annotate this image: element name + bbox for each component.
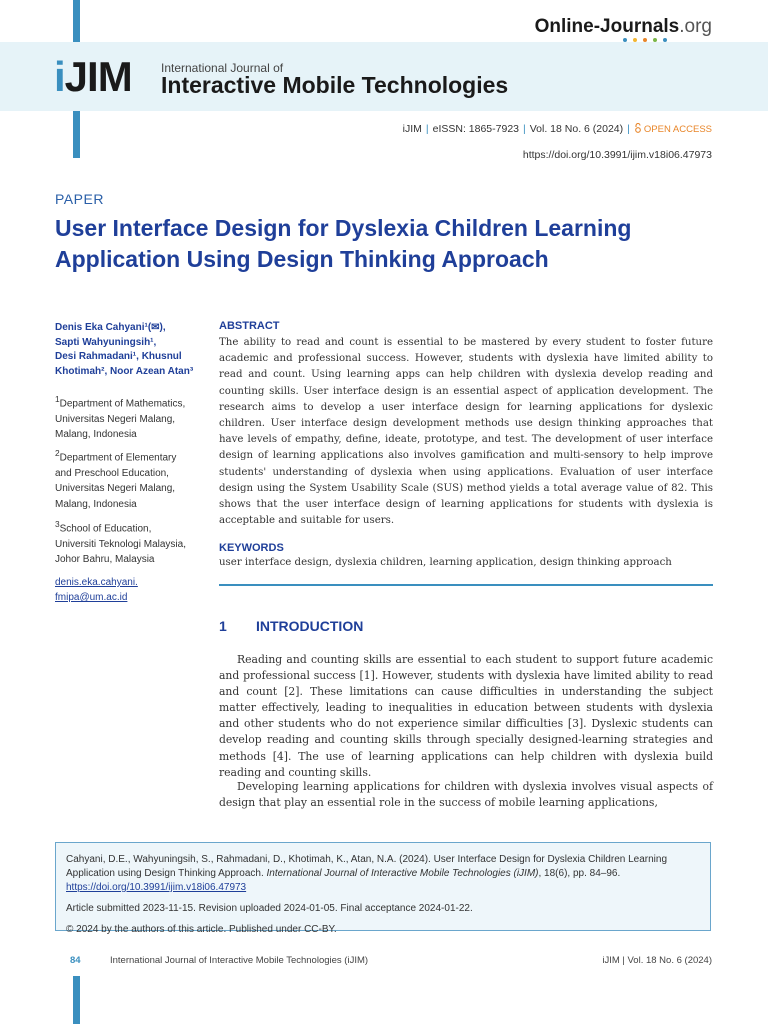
open-access-badge[interactable]: OPEN ACCESS	[634, 124, 712, 135]
article-title: User Interface Design for Dyslexia Children Learning Application Using Design Thinking Approach	[55, 215, 632, 272]
affiliation-3: $^3$School of Education, Universiti Teknologi Malaysia, Johor Bahru, Malaysia	[55, 519, 186, 566]
affiliation-2: $^2$Department of Elementary and Preschool Education, Universitas Negeri Malang, Malang, Indonesia	[55, 448, 177, 510]
accent-bar-top	[73, 0, 80, 42]
intro-paragraph-1: Reading and counting skills are essential to each student to support future academic and professional success [1]. However, students with dyslexia have limited ability to read and count [2]. These limitations can cause difficulties in understanding the subject matter effectively, leading to inequalities in education between students with dyslexia and other students who do not experience similar difficulties [3]. Dyslexic students can develop reading and counting skills through specially designed-learning strategies and methods [4]. The use of learning applications can help children with dyslexia build reading and counting skills.	[219, 653, 713, 779]
author-line[interactable]: Denis Eka Cahyani¹(✉),	[55, 322, 166, 333]
section-divider	[219, 584, 713, 586]
keywords-text: user interface design, dyslexia children, learning application, design thinking approach	[219, 557, 672, 568]
license-text: © 2024 by the authors of this article. Published under CC-BY.	[66, 924, 337, 935]
abstract-heading: ABSTRACT	[219, 320, 280, 332]
article-type: PAPER	[55, 191, 104, 207]
journal-name-prefix: International Journal of	[161, 61, 284, 75]
footer-issue: iJIM | Vol. 18 No. 6 (2024)	[602, 955, 712, 966]
open-lock-icon	[634, 123, 642, 133]
citation-doi-link[interactable]: https://doi.org/10.3991/ijim.v18i06.47973	[66, 882, 247, 893]
journal-logo: iJIM	[54, 53, 132, 100]
accent-bar-bottom	[73, 976, 80, 1024]
meta-separator: |	[627, 123, 630, 135]
corresponding-email[interactable]: denis.eka.cahyani. fmipa@um.ac.id	[55, 577, 138, 603]
keywords-heading: KEYWORDS	[219, 542, 284, 554]
journal-name: Interactive Mobile Technologies	[161, 72, 509, 98]
abstract-text: The ability to read and count is essential to be mastered by every student to foster future academic and professional success. However, students with dyslexia have limited ability to read and count. Using learning apps can help children with dyslexia develop reading and counting skills. User interface design is an essential aspect of application development. The research aims to develop a user interface design for learning applications for dyslexic children. User interface design development methods use design thinking approaches that have levels of empathy, define, ideate, prototype, and test. The development of user interface design of learning applications also involves gamification and multi-sensory to help improve students' understanding of dyslexia when using applications. Evaluation of user interface design using the System Usability Scale (SUS) method yields a total average value of 82. This shows that the user interface design of learning applications for students with dyslexia is acceptable and suitable for users.	[219, 337, 713, 527]
author-line: Sapti Wahyuningsih¹,	[55, 336, 157, 348]
doi-link[interactable]: https://doi.org/10.3991/ijim.v18i06.47973	[522, 149, 712, 161]
page-number: 84	[70, 955, 81, 966]
issue-meta: iJIM | eISSN: 1865-7923 | Vol. 18 No. 6 (2024) | OPEN ACCESS	[402, 123, 712, 135]
footer-journal-name: International Journal of Interactive Mobile Technologies (iJIM)	[110, 955, 369, 966]
meta-separator: |	[425, 123, 429, 135]
author-line: Khotimah², Noor Azean Atan³	[55, 365, 194, 377]
affiliation-1: $^1$Department of Mathematics, Universitas Negeri Malang, Malang, Indonesia	[55, 394, 186, 441]
author-list	[55, 321, 195, 379]
meta-separator: |	[523, 123, 526, 135]
site-name[interactable]: Online-Journals.org	[534, 16, 712, 37]
section-heading-introduction: 1 INTRODUCTION	[219, 618, 364, 634]
intro-paragraph-2: Developing learning applications for children with dyslexia involves visual aspects of design that play an essential role in the success of mobile learning applications,	[219, 780, 713, 810]
citation-box	[55, 842, 711, 935]
author-line: Desi Rahmadani¹, Khusnul	[55, 351, 182, 362]
submission-dates: Article submitted 2023-11-15. Revision uploaded 2024-01-05. Final acceptance 2024-01-22.	[66, 903, 473, 914]
citation-text: Cahyani, D.E., Wahyuningsih, S., Rahmadani, D., Khotimah, K., Atan, N.A. (2024). User Interface Design for Dyslexia Children Learning Application using Design Thinking Approach. International Journal of Interactive Mobile Technologies (iJIM), 18(6), pp. 84–96. https://doi.org/10.3991/ijim.v18i06.47973	[66, 854, 668, 893]
accent-bar-middle	[73, 111, 80, 158]
